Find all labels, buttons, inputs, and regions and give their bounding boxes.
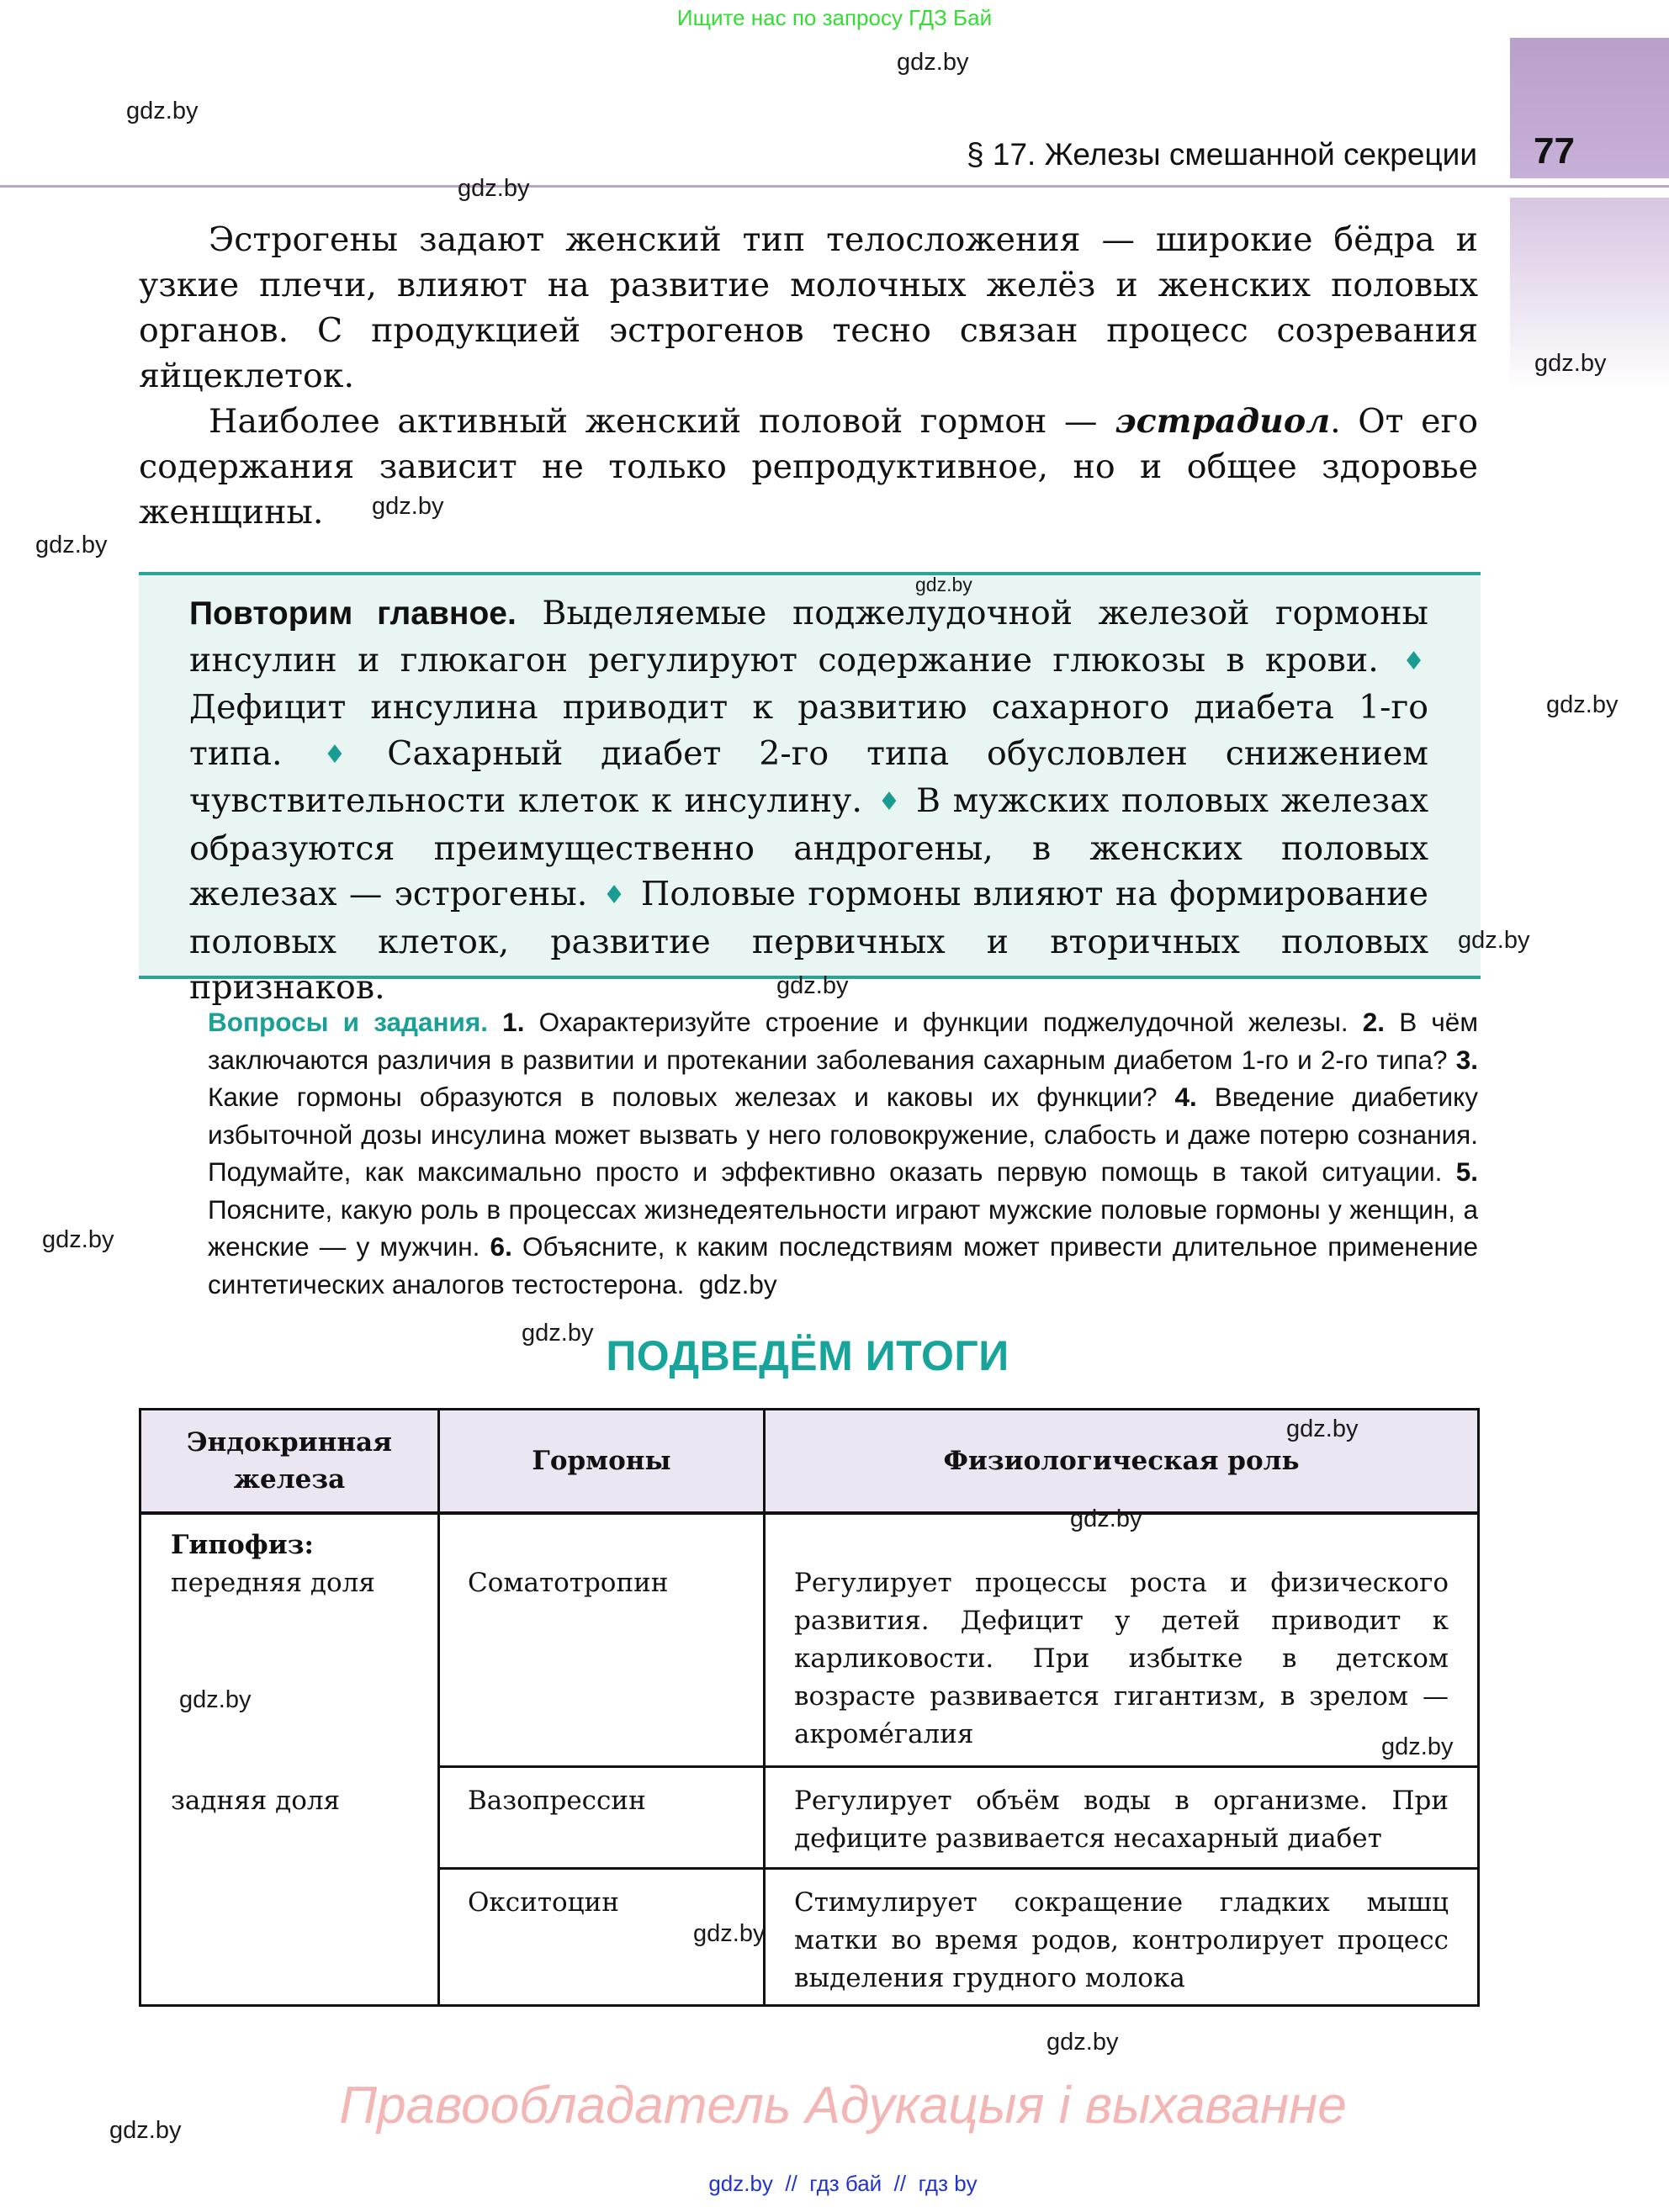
diamond-bullet-icon: ♦ [877, 787, 901, 817]
watermark: gdz.by [1070, 1506, 1142, 1532]
hormone-cell: Вазопрессин [468, 1786, 646, 1816]
section-heading: ПОДВЕДЁМ ИТОГИ [606, 1332, 1009, 1379]
watermark: gdz.by [698, 1268, 777, 1299]
watermark: gdz.by [1381, 1733, 1454, 1760]
question-number: 1. [502, 1007, 525, 1037]
column-header-hormones: Гормоны [532, 1446, 671, 1476]
gland-part-anterior: передняя доля [171, 1568, 375, 1598]
footer-link[interactable]: гдз by [918, 2171, 978, 2196]
question-text: Поясните, какую роль в процессах жизнедеятельности играют мужские половые гормоны у женщин, а женские — у мужчин. [208, 1193, 1478, 1262]
summary-text: Повторим главное. Выделяемые поджелудочной железой гормоны инсулин и глюкагон регулируют содержание глюкозы в крови. ♦ Дефицит инсулина приводит к развитию сахарного диабета 1-го типа. ♦ Сахарный диабет 2-го типа обусловлен снижением чувствительности клеток к инсулину. ♦ В мужских половых железах образуются преимущественно андрогены, в женских половых железах — эстрогены. ♦ Половые гормоны влияют на формирование половых клеток, развитие первичных и вторичных половых признаков. [189, 594, 1429, 1007]
watermark: gdz.by [915, 574, 972, 595]
column-header-gland: Эндокринная железа [186, 1427, 393, 1495]
diamond-bullet-icon: ♦ [323, 739, 347, 770]
table-rule [141, 1511, 1477, 1515]
watermark: gdz.by [1534, 350, 1607, 377]
role-cell: Регулирует объём воды в организме. При дефиците развивается несахарный диабет [794, 1786, 1449, 1854]
diamond-bullet-icon: ♦ [1402, 646, 1425, 676]
copyright-notice: Правообладатель Адукацыя і выхаванне [339, 2077, 1347, 2135]
watermark: gdz.by [1046, 2029, 1119, 2056]
watermark: gdz.by [372, 493, 444, 520]
role-cell: Регулирует процессы роста и физического развития. Дефицит у детей приводит к карликовости. При избытке в детском возрасте развивается гигантизм, в зрелом — акроме́галия [794, 1568, 1449, 1749]
questions-lead: Вопросы и задания. [208, 1007, 488, 1037]
question-text: Объясните, к каким последствиям может привести длительное применение синтетических аналогов тестостерона. [208, 1231, 1478, 1299]
question-text: Охарактеризуйте строение и функции поджелудочной железы. [524, 1007, 1363, 1037]
header-divider [0, 185, 1669, 188]
table-rule [437, 1867, 1477, 1870]
role-cell: Стимулирует сокращение гладких мышц матки во время родов, контролирует процесс выделения грудного молока [794, 1887, 1449, 1993]
footer-links [0, 2170, 1669, 2197]
column-header-role: Физиологическая роль [943, 1446, 1300, 1476]
footer-separator: // [785, 2171, 797, 2196]
watermark: gdz.by [693, 1920, 766, 1947]
summary-table [139, 1408, 1480, 2007]
question-number: 4. [1174, 1082, 1197, 1112]
footer-link[interactable]: gdz.by [708, 2171, 773, 2196]
watermark: gdz.by [42, 1226, 114, 1253]
watermark: gdz.by [458, 175, 530, 202]
running-title: § 17. Железы смешанной секреции [967, 137, 1477, 172]
question-text: В чём заключаются различия в развитии и протекании заболевания сахарным диабетом 1-го и 2-го типа? [208, 1007, 1478, 1075]
question-text: Введение диабетику избыточной дозы инсулина может вызвать у него головокружение, слабость и даже потерю сознания. Подумайте, как максимально просто и эффективно оказать первую помощь в такой ситуации. [208, 1082, 1478, 1187]
watermark: gdz.by [1546, 691, 1619, 718]
footer-separator: // [893, 2171, 907, 2196]
questions-block [208, 1003, 1478, 1303]
watermark: gdz.by [1458, 927, 1530, 954]
paragraph-estradiol: Наиболее активный женский половой гормон — эстрадиол. От его содержания зависит не только репродуктивное, но и общее здоровье женщины. [139, 402, 1478, 532]
watermark: gdz.by [522, 1320, 594, 1347]
watermark: gdz.by [776, 972, 849, 999]
question-text: Какие гормоны образуются в половых железах и каковы их функции? [208, 1082, 1175, 1112]
paragraph-estrogens: Эстрогены задают женский тип телосложения — широкие бёдра и узкие плечи, влияют на развитие молочных желёз и женских половых органов. С продукцией эстрогенов тесно связан процесс созревания яйцеклеток. [139, 220, 1478, 395]
watermark: gdz.by [1286, 1416, 1359, 1442]
question-number: 3. [1455, 1044, 1478, 1075]
hormone-cell: Соматотропин [468, 1568, 669, 1598]
hormone-cell: Окситоцин [468, 1887, 619, 1918]
body-text [139, 217, 1478, 535]
summary-lead: Повторим главное. [189, 595, 517, 632]
page-number: 77 [1534, 130, 1575, 172]
gland-title: Гипофиз: [171, 1530, 314, 1560]
diamond-bullet-icon: ♦ [602, 881, 626, 910]
watermark: gdz.by [35, 532, 108, 558]
watermark: gdz.by [897, 49, 969, 76]
term-estradiol: эстрадиол [1115, 402, 1331, 441]
watermark: gdz.by [109, 2117, 182, 2144]
watermark: gdz.by [126, 98, 199, 124]
table-rule [437, 1765, 1477, 1768]
question-number: 5. [1455, 1156, 1478, 1187]
top-banner: Ищите нас по запросу ГДЗ Бай [676, 5, 993, 30]
gland-part-posterior: задняя доля [171, 1786, 341, 1816]
question-number: 2. [1362, 1007, 1386, 1037]
watermark: gdz.by [179, 1686, 252, 1713]
footer-link[interactable]: гдз бай [809, 2171, 882, 2196]
question-number: 6. [490, 1231, 512, 1262]
